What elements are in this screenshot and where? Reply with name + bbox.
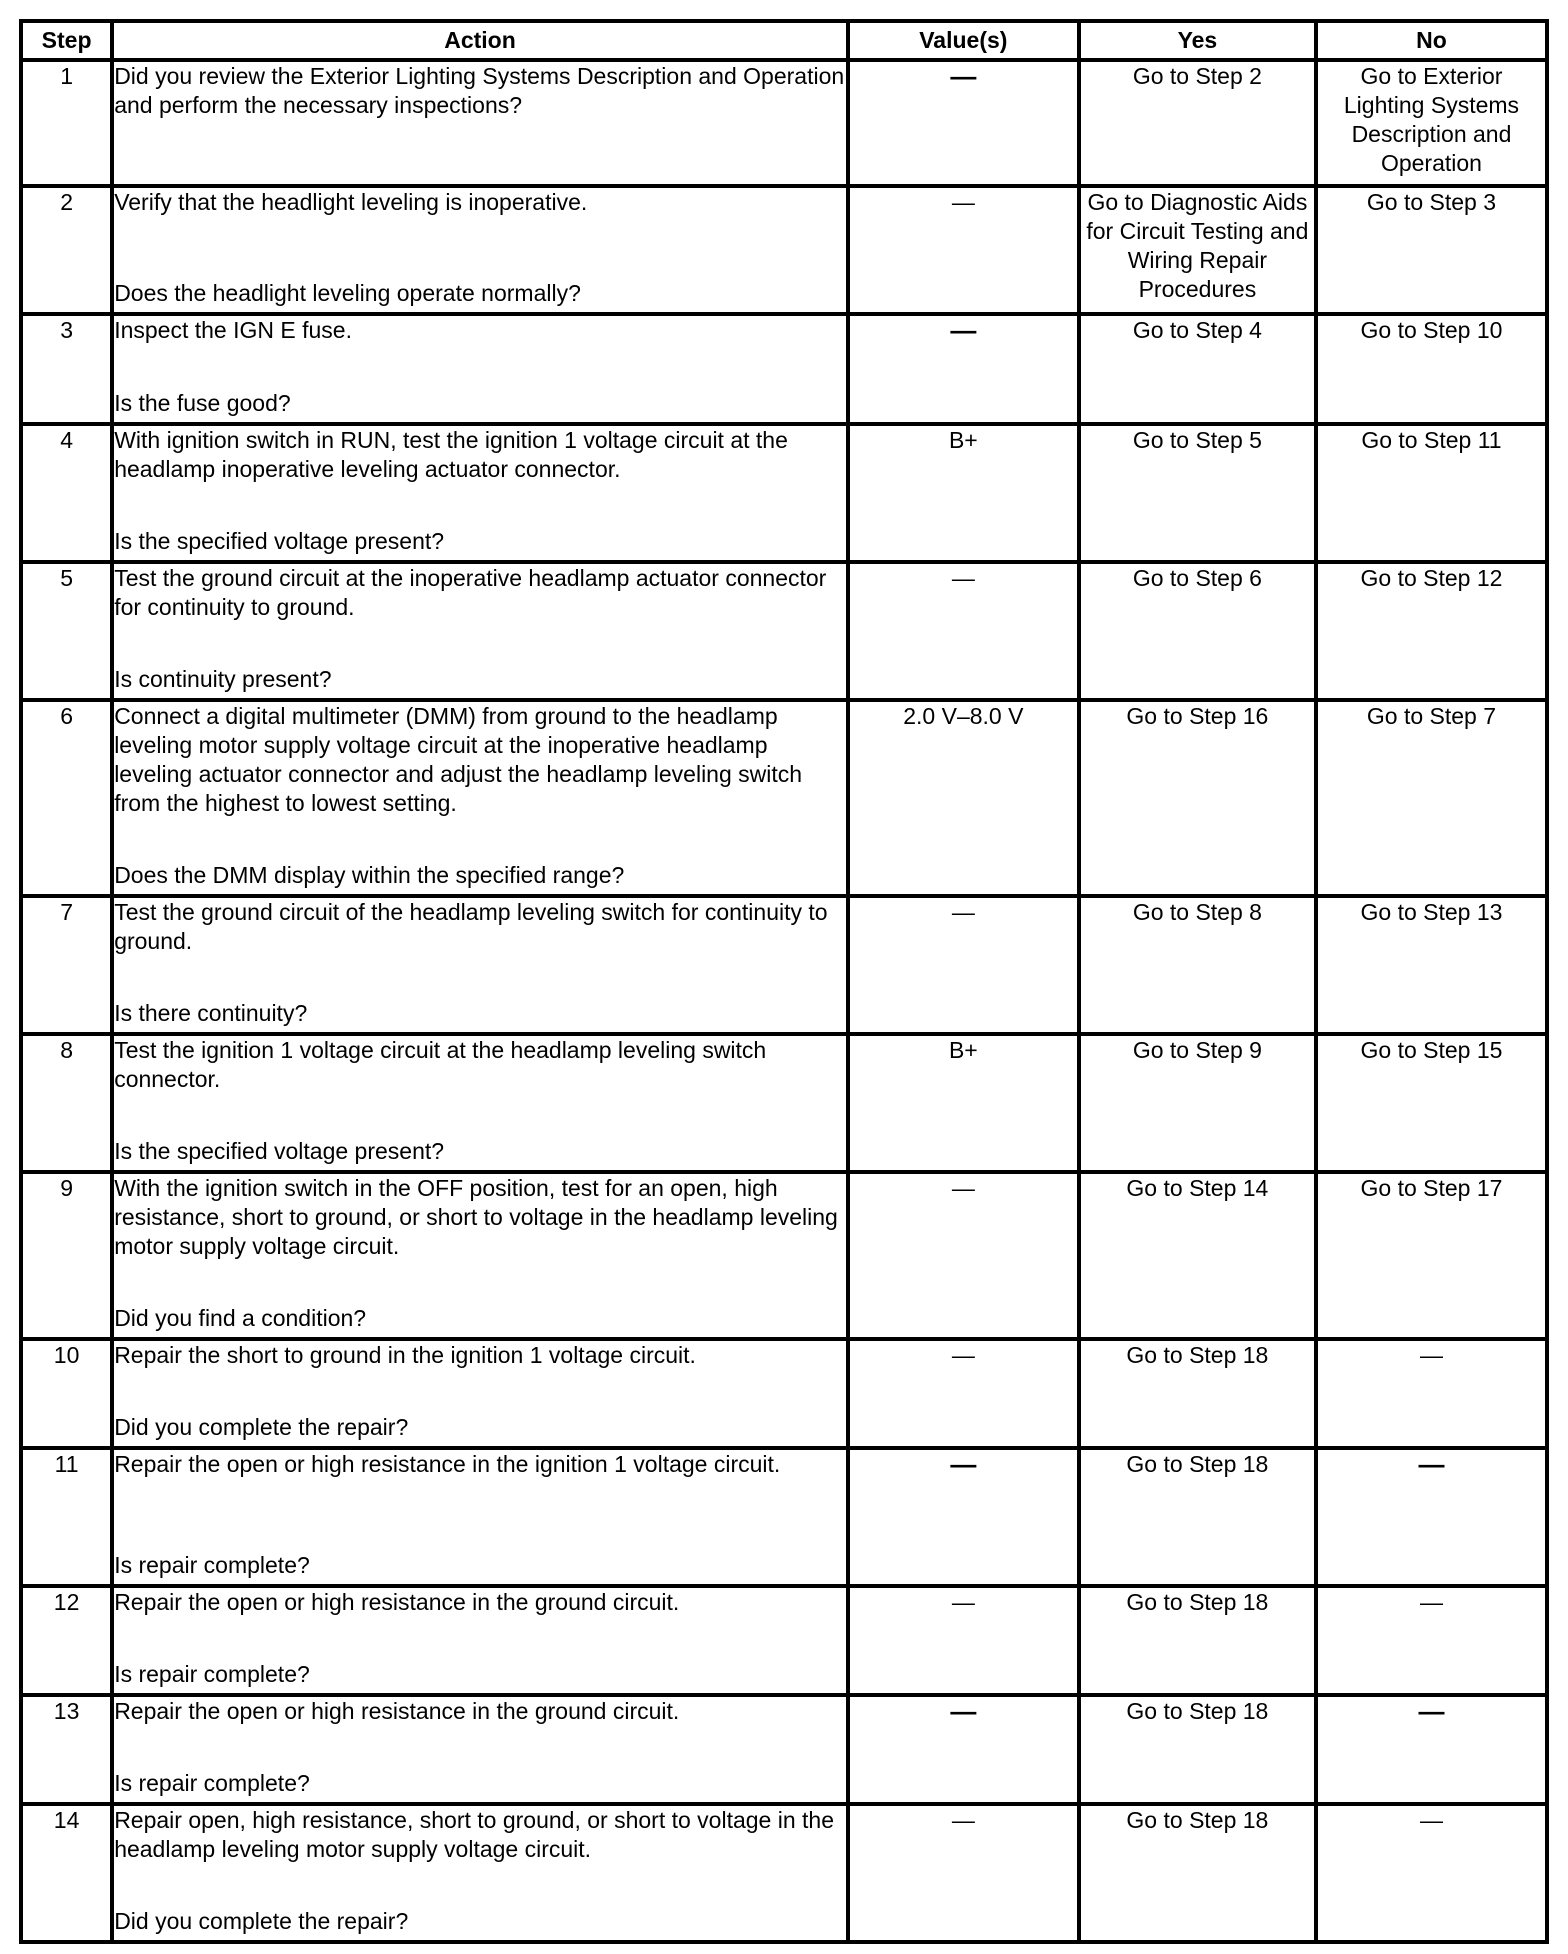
- yes-cell: Go to Step 18: [1079, 1448, 1316, 1586]
- value-text: —: [951, 899, 975, 925]
- action-question: Is repair complete?: [114, 1770, 310, 1796]
- value-cell: [848, 1339, 1079, 1448]
- header-step: Step: [21, 21, 112, 60]
- action-text: Did you review the Exterior Lighting Systems Description and Operation and perform the necessary inspections?: [114, 63, 845, 118]
- no-cell: —: [1316, 1586, 1547, 1695]
- action-cell: [112, 896, 848, 1034]
- action-cell: [112, 1804, 848, 1942]
- action-question: Does the headlight leveling operate normally?: [114, 280, 581, 306]
- value-text: —: [950, 1696, 977, 1726]
- action-cell: [112, 1586, 848, 1695]
- action-text: Test the ignition 1 voltage circuit at the headlamp leveling switch connector.: [114, 1037, 767, 1092]
- action-text: Repair open, high resistance, short to ground, or short to voltage in the headlamp leveling motor supply voltage circuit.: [114, 1807, 835, 1862]
- action-question: Is repair complete?: [114, 1661, 310, 1687]
- action-question: Did you find a condition?: [114, 1305, 367, 1331]
- step-number: 8: [21, 1034, 112, 1172]
- table-row: [21, 1339, 1547, 1448]
- value-cell: [848, 186, 1079, 314]
- step-number: 2: [21, 186, 112, 314]
- value-cell: B+: [848, 1034, 1079, 1172]
- step-number: 12: [21, 1586, 112, 1695]
- value-text: —: [951, 1807, 975, 1833]
- step-number: 5: [21, 562, 112, 700]
- header-action: Action: [112, 21, 848, 60]
- value-cell: [848, 562, 1079, 700]
- step-number: 11: [21, 1448, 112, 1586]
- no-cell: Go to Step 12: [1316, 562, 1547, 700]
- value-cell: [848, 1586, 1079, 1695]
- value-cell: [848, 1172, 1079, 1339]
- value-cell: [848, 1695, 1079, 1804]
- action-question: Does the DMM display within the specified range?: [114, 862, 625, 888]
- action-text: Test the ground circuit at the inoperative headlamp actuator connector for continuity to ground.: [114, 565, 827, 620]
- value-text: —: [951, 565, 975, 591]
- step-number: 6: [21, 700, 112, 896]
- value-text: —: [950, 61, 977, 91]
- action-question: Is repair complete?: [114, 1552, 310, 1578]
- value-text: —: [950, 1449, 977, 1479]
- value-text: —: [950, 315, 977, 345]
- no-text: —: [1418, 1449, 1445, 1479]
- step-number: 10: [21, 1339, 112, 1448]
- yes-cell: Go to Step 9: [1079, 1034, 1316, 1172]
- step-number: 7: [21, 896, 112, 1034]
- value-cell: [848, 896, 1079, 1034]
- table-row: [21, 1172, 1547, 1339]
- action-question: Is the specified voltage present?: [114, 528, 445, 554]
- table-row: [21, 1804, 1547, 1942]
- diagnostic-table-sheet: [19, 19, 1549, 1944]
- table-row: [21, 562, 1547, 700]
- table-row: [21, 60, 1547, 186]
- step-number: 3: [21, 314, 112, 424]
- no-cell: Go to Step 11: [1316, 424, 1547, 562]
- header-no: No: [1316, 21, 1547, 60]
- no-cell: Go to Step 15: [1316, 1034, 1547, 1172]
- yes-cell: Go to Step 2: [1079, 60, 1316, 186]
- no-cell: [1316, 1448, 1547, 1586]
- yes-cell: Go to Step 8: [1079, 896, 1316, 1034]
- action-question: Did you complete the repair?: [114, 1414, 409, 1440]
- step-number: 9: [21, 1172, 112, 1339]
- no-cell: —: [1316, 1804, 1547, 1942]
- yes-cell: Go to Diagnostic Aids for Circuit Testing and Wiring Repair Procedures: [1079, 186, 1316, 314]
- table-row: [21, 896, 1547, 1034]
- yes-cell: Go to Step 18: [1079, 1695, 1316, 1804]
- value-text: —: [951, 1342, 975, 1368]
- value-text: —: [951, 1175, 975, 1201]
- no-cell: Go to Step 7: [1316, 700, 1547, 896]
- action-cell: [112, 1339, 848, 1448]
- no-cell: —: [1316, 1339, 1547, 1448]
- value-cell: [848, 314, 1079, 424]
- value-cell: B+: [848, 424, 1079, 562]
- step-number: 1: [21, 60, 112, 186]
- value-text: —: [951, 189, 975, 215]
- yes-cell: Go to Step 16: [1079, 700, 1316, 896]
- step-number: 14: [21, 1804, 112, 1942]
- table-row: [21, 186, 1547, 314]
- action-question: Is continuity present?: [114, 666, 332, 692]
- yes-cell: Go to Step 6: [1079, 562, 1316, 700]
- action-text: Repair the open or high resistance in the ground circuit.: [114, 1589, 680, 1615]
- action-cell: [112, 424, 848, 562]
- action-cell: [112, 1034, 848, 1172]
- value-cell: [848, 60, 1079, 186]
- value-cell: 2.0 V–8.0 V: [848, 700, 1079, 896]
- action-cell: [112, 700, 848, 896]
- step-number: 13: [21, 1695, 112, 1804]
- action-cell: [112, 562, 848, 700]
- yes-cell: Go to Step 18: [1079, 1339, 1316, 1448]
- yes-cell: Go to Step 18: [1079, 1804, 1316, 1942]
- header-values: Value(s): [848, 21, 1079, 60]
- action-text: Repair the open or high resistance in the ground circuit.: [114, 1698, 680, 1724]
- action-text: Verify that the headlight leveling is inoperative.: [114, 189, 588, 215]
- table-header-row: [21, 21, 1547, 60]
- table-row: [21, 1695, 1547, 1804]
- action-text: Test the ground circuit of the headlamp leveling switch for continuity to ground.: [114, 899, 828, 954]
- value-cell: [848, 1448, 1079, 1586]
- action-cell: [112, 314, 848, 424]
- table-row: [21, 424, 1547, 562]
- table-row: [21, 314, 1547, 424]
- table-row: [21, 1586, 1547, 1695]
- value-text: —: [951, 1589, 975, 1615]
- yes-cell: Go to Step 14: [1079, 1172, 1316, 1339]
- action-text: With ignition switch in RUN, test the ignition 1 voltage circuit at the headlamp inoperative leveling actuator connector.: [114, 427, 788, 482]
- header-yes: Yes: [1079, 21, 1316, 60]
- action-question: Is the fuse good?: [114, 390, 291, 416]
- no-cell: Go to Step 17: [1316, 1172, 1547, 1339]
- action-question: Is there continuity?: [114, 1000, 308, 1026]
- action-text: Repair the short to ground in the ignition 1 voltage circuit.: [114, 1342, 696, 1368]
- action-cell: [112, 1695, 848, 1804]
- step-number: 4: [21, 424, 112, 562]
- action-cell: [112, 186, 848, 314]
- action-cell: [112, 1448, 848, 1586]
- action-question: Is the specified voltage present?: [114, 1138, 445, 1164]
- table-row: [21, 700, 1547, 896]
- action-question: Did you complete the repair?: [114, 1908, 409, 1934]
- no-text: —: [1418, 1696, 1445, 1726]
- no-cell: Go to Step 13: [1316, 896, 1547, 1034]
- no-cell: [1316, 1695, 1547, 1804]
- action-cell: [112, 1172, 848, 1339]
- diagnostic-table: [19, 19, 1549, 1944]
- yes-cell: Go to Step 18: [1079, 1586, 1316, 1695]
- action-text: Inspect the IGN E fuse.: [114, 317, 352, 343]
- action-text: Connect a digital multimeter (DMM) from ground to the headlamp leveling motor supply voltage circuit at the inoperative headlamp leveling actuator connector and adjust the headlamp leveling switch from the highest to lowest setting.: [114, 703, 803, 816]
- yes-cell: Go to Step 4: [1079, 314, 1316, 424]
- no-cell: Go to Step 10: [1316, 314, 1547, 424]
- action-text: With the ignition switch in the OFF position, test for an open, high resistance, short to ground, or short to voltage in the headlamp leveling motor supply voltage circuit.: [114, 1175, 838, 1259]
- no-cell: Go to Exterior Lighting Systems Description and Operation: [1316, 60, 1547, 186]
- no-cell: Go to Step 3: [1316, 186, 1547, 314]
- action-cell: [112, 60, 848, 186]
- table-row: [21, 1034, 1547, 1172]
- value-cell: [848, 1804, 1079, 1942]
- action-text: Repair the open or high resistance in the ignition 1 voltage circuit.: [114, 1451, 781, 1477]
- yes-cell: Go to Step 5: [1079, 424, 1316, 562]
- table-row: [21, 1448, 1547, 1586]
